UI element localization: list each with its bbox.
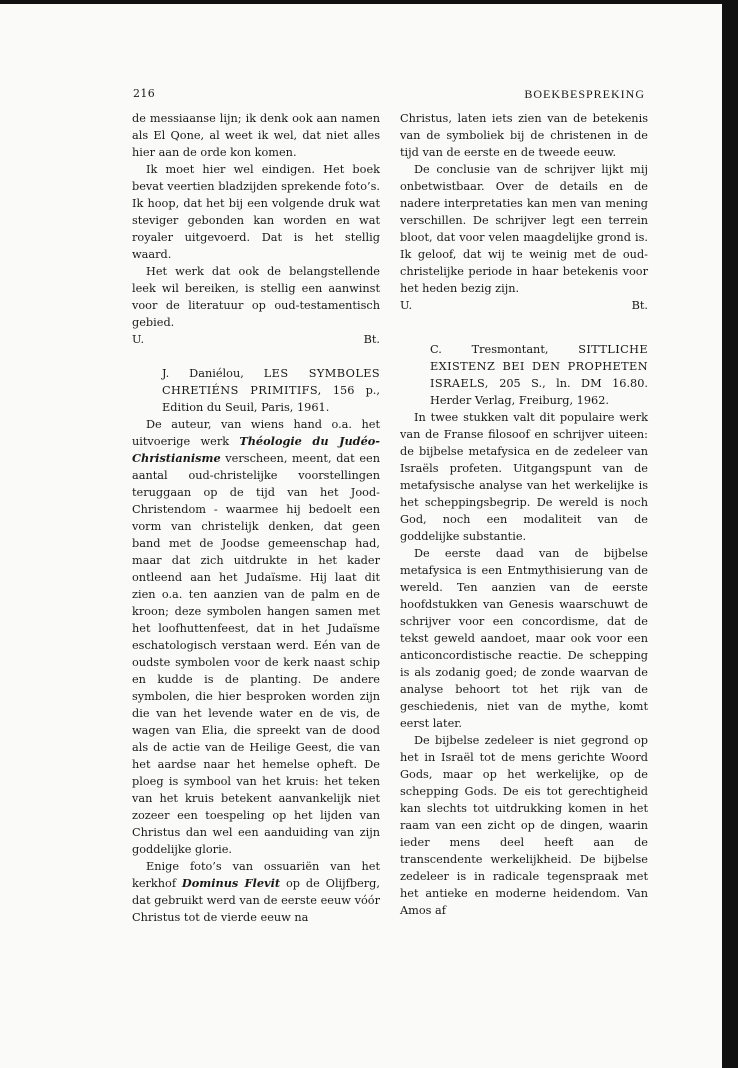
paragraph: Het werk dat ook de belangstellende leek wil bereiken, is stellig een aanwinst voor de literatuur op oud-testamentisch gebied.	[132, 265, 380, 329]
running-title: BOEKBESPREKING	[524, 87, 645, 101]
review-heading	[162, 365, 380, 416]
paragraph: De auteur, van wiens hand o.a. het uitvoerige werk Théologie du Judéo-Christianisme verscheen, meent, dat een aantal oud-christelijke voorstellingen teruggaan op de tijd van het Jood-Christendom - waarmee hij bedoelt een vorm van christelijk denken, dat geen band met de Joodse gemeenschap had, maar dat zich uitdrukte in het kader ontleend aan het Judaïsme. Hij laat dit zien o.a. ten aanzien van de palm en de kroon; deze symbolen hangen samen met het loofhuttenfeest, dat in het Judaïsme eschatologisch verstaan werd. Eén van de oudste symbolen voor de kerk naast schip en kudde is de planting. De andere symbolen, die hier besproken worden zijn die van het levende water en de vis, de wagen van Elia, die spreekt van de dood als de actie van de Heilige Geest, die van het aardse naar het hemelse opheft. De ploeg is symbool van het kruis: het teken van het kruis betekent aanvankelijk niet zozeer een toespeling op het lijden van Christus dan wel een aanduiding van zijn goddelijke glorie.	[132, 418, 380, 856]
left-column	[132, 110, 380, 926]
paragraph: In twee stukken valt dit populaire werk van de Franse filosoof en schrijver uiteen: de bijbelse metafysica en de zedeleer van Israëls profeten. Uitgangspunt van de metafysische analyse van het werkelijke is het scheppingsbegrip. De wereld is noch God, noch een modaliteit van de goddelijke substantie.	[400, 411, 648, 543]
review-book-title: LES SYMBOLES CHRETIÉNS PRIMITIFS,	[162, 367, 381, 397]
reviewer-signature	[132, 331, 380, 348]
paragraph: de messiaanse lijn; ik denk ook aan namen als El Qone, al weet ik wel, dat niet alles hier aan de orde kon komen.	[132, 112, 380, 159]
scan-border-right	[722, 0, 738, 1068]
reviewer-signature	[400, 297, 648, 314]
book-page	[0, 4, 722, 1068]
review-book-details: 205 S., ln. DM 16.80. Herder Verlag, Freiburg, 1962.	[430, 377, 649, 407]
review-book-details: 156 p., Edition du Seuil, Paris, 1961.	[162, 384, 380, 414]
review-author: C. Tresmontant,	[430, 343, 549, 356]
signature-code: Bt.	[363, 333, 380, 346]
paragraph: De bijbelse zedeleer is niet gegrond op het in Israël tot de mens gerichte Woord Gods, maar op het werkelijke, op de schepping Gods. De eis tot gerechtigheid kan slechts tot uitdrukking komen in het raam van een zicht op de dingen, waarin ieder mens deel heeft aan de transcendente werkelijkheid. De bijbelse zedeleer is in radicale tegenspraak met het antieke en moderne heidendom. Van Amos af	[400, 734, 648, 917]
signature-initial: U.	[400, 299, 413, 312]
right-column	[400, 110, 648, 919]
book-title-italic: Théologie du Judéo-Christianisme	[132, 434, 380, 465]
signature-initial: U.	[132, 333, 145, 346]
signature-code: Bt.	[631, 299, 648, 312]
review-author: J. Daniélou,	[162, 367, 244, 380]
paragraph: De eerste daad van de bijbelse metafysica is een Entmythisierung van de wereld. Ten aanzien van de eerste hoofdstukken van Genesis waarschuwt de schrijver voor een concordisme, dat de tekst geweld aandoet, maar ook voor een anticoncordistische reactie. De schepping is als zodanig goed; de zonde waarvan de analyse behoort tot het rijk van de geschiedenis, niet van de mythe, komt eerst later.	[400, 547, 648, 730]
place-name-italic: Dominus Flevit	[181, 876, 281, 890]
paragraph: Christus, laten iets zien van de betekenis van de symboliek bij de christenen in de tijd van de eerste en de tweede eeuw.	[400, 112, 648, 159]
page-number: 216	[133, 87, 156, 100]
paragraph: De conclusie van de schrijver lijkt mij onbetwistbaar. Over de details en de nadere interpretaties kan men van mening verschillen. De schrijver legt een terrein bloot, dat voor velen maagdelijke grond is. Ik geloof, dat wij te weinig met de oud-christelijke periode in haar betekenis voor het heden bezig zijn.	[400, 163, 648, 295]
paragraph: Ik moet hier wel eindigen. Het boek bevat veertien bladzijden sprekende foto’s. Ik hoop, dat het bij een volgende druk wat steviger gebonden kan worden en wat royaler uitgevoerd. Dat is het stellig waard.	[132, 163, 380, 261]
review-heading	[430, 341, 648, 409]
paragraph: Enige foto’s van ossuariën van het kerkhof Dominus Flevit op de Olijfberg, dat gebruikt werd van de eerste eeuw vóór Christus tot de vierde eeuw na	[132, 860, 380, 924]
review-book-title: SITTLICHE EXISTENZ BEI DEN PROPHETEN ISRAELS,	[430, 343, 649, 390]
